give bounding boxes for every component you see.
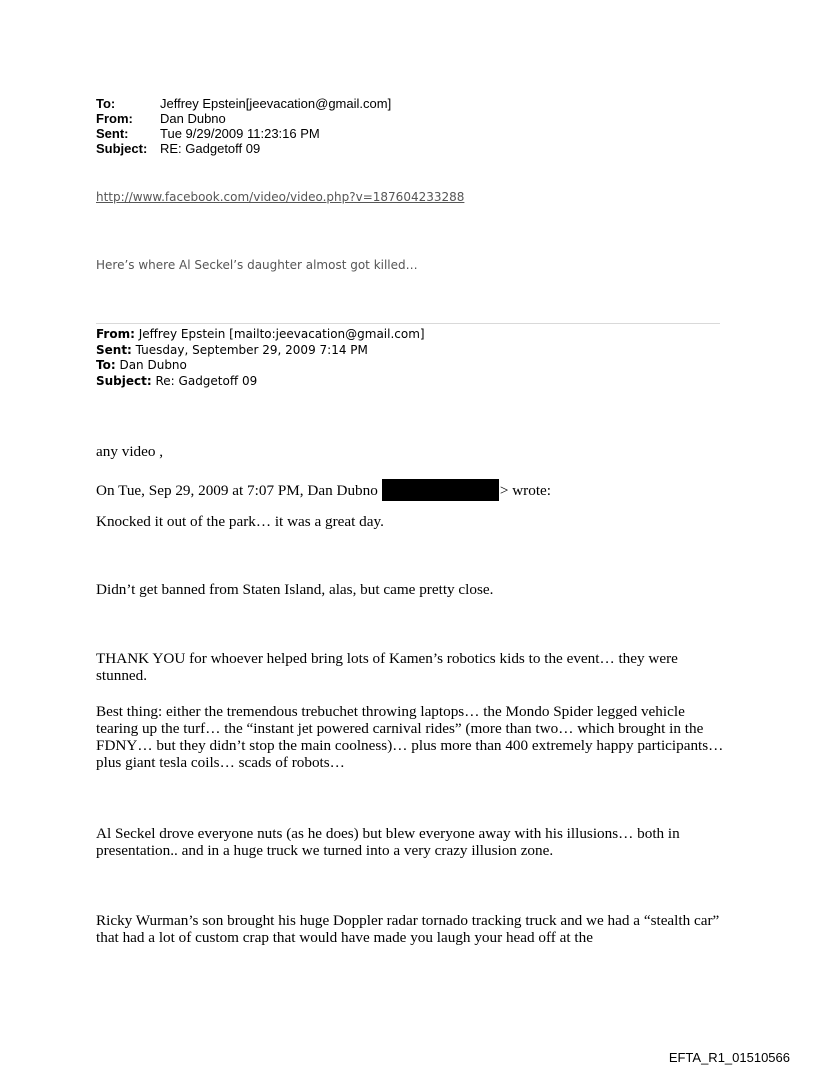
body-paragraph-2 <box>96 479 726 501</box>
from-label: From: <box>96 111 133 126</box>
document-id: EFTA_R1_01510566 <box>668 1050 790 1065</box>
facebook-video-link[interactable]: http://www.facebook.com/video/video.php?v=187604233288 <box>96 190 465 204</box>
body-paragraph-1: any video , <box>96 443 164 460</box>
attribution-suffix: > wrote: <box>499 482 552 499</box>
subject-value: RE: Gadgetoff 09 <box>160 141 261 156</box>
attribution-text: On Tue, Sep 29, 2009 at 7:07 PM, Dan Dubno <box>96 482 378 499</box>
quoted-subject-label: Subject: <box>96 373 152 388</box>
header-sent-row <box>96 126 391 141</box>
body-paragraph-3: Knocked it out of the park… it was a great day. <box>96 513 384 530</box>
quoted-sent-value: Tuesday, September 29, 2009 7:14 PM <box>131 342 368 357</box>
reply-text: Here’s where Al Seckel’s daughter almost got killed… <box>96 258 418 272</box>
subject-label: Subject: <box>96 141 148 156</box>
quoted-to-row <box>96 358 425 374</box>
quote-divider <box>96 323 720 324</box>
header-from-row <box>96 111 391 126</box>
redaction-box <box>382 479 499 501</box>
header-to-row <box>96 96 391 111</box>
body-paragraph-6: Best thing: either the tremendous trebuchet throwing laptops… the Mondo Spider legged vehicle tearing up the turf… the “instant jet powered carnival rides” (more than two… which brought in the FDNY… but they didn’t stop the main coolness)… plus more than 400 extremely happy participants… plus giant tesla coils… scads of robots… <box>96 703 724 771</box>
body-paragraph-7: Al Seckel drove everyone nuts (as he does) but blew everyone away with his illusions… both in presentation.. and in a huge truck we turned into a very crazy illusion zone. <box>96 825 680 859</box>
quoted-from-value: Jeffrey Epstein [mailto:jeevacation@gmail.com] <box>134 327 425 341</box>
quoted-from-row <box>96 327 425 343</box>
quoted-sent-label: Sent: <box>96 342 132 357</box>
sent-value: Tue 9/29/2009 11:23:16 PM <box>160 126 320 141</box>
quoted-to-label: To: <box>96 358 116 372</box>
body-paragraph-8: Ricky Wurman’s son brought his huge Doppler radar tornado tracking truck and we had a “stealth car” that had a lot of custom crap that would have made you laugh your head off at the <box>96 912 720 946</box>
quoted-subject-value: Re: Gadgetoff 09 <box>151 373 258 388</box>
to-value: Jeffrey Epstein[jeevacation@gmail.com] <box>160 96 392 111</box>
sent-label: Sent: <box>96 126 129 141</box>
quoted-sent-row <box>96 343 425 359</box>
to-label: To: <box>96 96 116 111</box>
quoted-to-value: Dan Dubno <box>115 358 187 372</box>
quoted-header <box>96 327 425 389</box>
from-value: Dan Dubno <box>160 111 226 126</box>
body-paragraph-4: Didn’t get banned from Staten Island, alas, but came pretty close. <box>96 581 494 598</box>
email-header <box>96 96 391 156</box>
body-paragraph-5: THANK YOU for whoever helped bring lots of Kamen’s robotics kids to the event… they were stunned. <box>96 650 678 684</box>
quoted-from-label: From: <box>96 327 135 341</box>
header-subject-row <box>96 141 391 156</box>
quoted-subject-row <box>96 374 425 390</box>
